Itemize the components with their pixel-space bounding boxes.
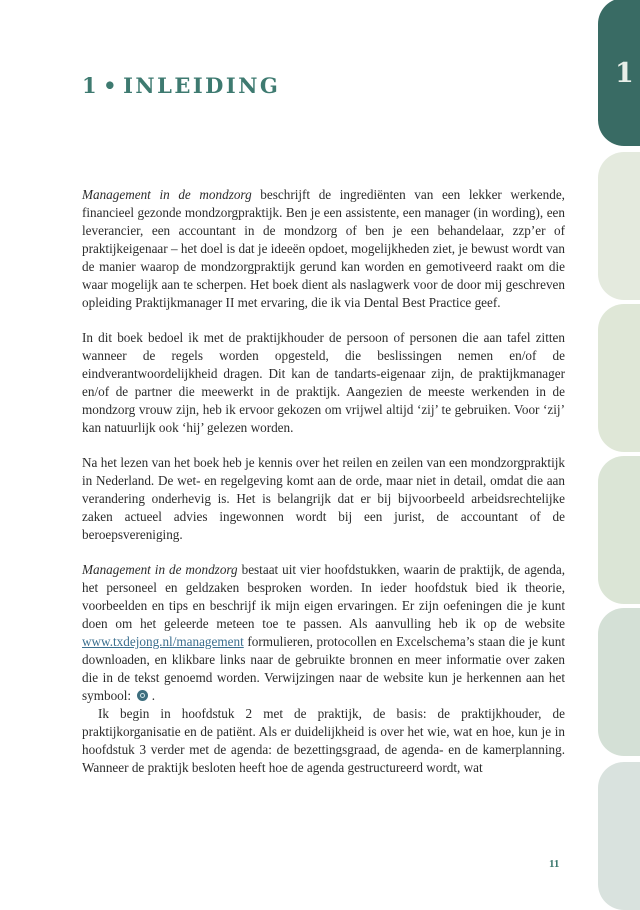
- paragraph-structure-text-a: bestaat uit vier hoofdstukken, waarin de praktijk, de agenda, het personeel en geldzaken besproken worden. In ieder hoofdstuk bied ik theorie, voorbeelden en tips en beschrijf ik mijn eigen ervaringen. Er zijn oefeningen die je kunt doen om het geleerde meteen toe te passen. Als aanvulling heb ik op de website: [82, 562, 565, 631]
- chapter-title: [82, 73, 280, 98]
- chapter-tab-2[interactable]: [598, 152, 640, 300]
- chapter-tab-6[interactable]: [598, 762, 640, 910]
- website-link[interactable]: www.txdejong.nl/management: [82, 634, 244, 649]
- paragraph-structure-text-c: .: [148, 688, 155, 703]
- paragraph-structure: [82, 561, 565, 705]
- chapter-tab-4[interactable]: [598, 456, 640, 604]
- chapter-title-text: INLEIDING: [123, 73, 281, 98]
- page-number: 11: [549, 858, 560, 870]
- chapter-separator: •: [103, 73, 120, 98]
- paragraph-praktijkhouder: In dit boek bedoel ik met de praktijkhouder de persoon of personen die aan tafel zitten wanneer de regels worden opgesteld, die beslissingen nemen en/of de eindverantwoordelijkheid dragen. Dit kan de tandarts-eigenaar zijn, de praktijkmanager en/of de partner die meewerkt in de praktijk. Aangezien de meeste werkenden in de mondzorg vrouw zijn, heb ik ervoor gekozen om vrijwel altijd ‘zij’ te gebruiken. Voor ‘zij’ kan natuurlijk ook ‘hij’ gelezen worden.: [82, 330, 565, 435]
- book-title-emphasis: Management in de mondzorg: [82, 562, 238, 577]
- chapter-tab-1[interactable]: [598, 0, 640, 146]
- chapter-number: 1: [82, 73, 100, 98]
- web-reference-icon: [137, 690, 148, 701]
- body-text: [82, 186, 565, 777]
- chapter-tab-label: 1: [615, 58, 634, 89]
- paragraph-intro: [82, 186, 565, 312]
- paragraph-intro-text: beschrijft de ingrediënten van een lekker werkende, financieel gezonde mondzorgpraktijk. Ben je een assistente, een manager (in wording), een leverancier, een accountant in de mondzorg of ben je een behandelaar, zzp’er of praktijkeigenaar – het doel is dat je ideeën opdoet, mogelijkheden ziet, je bewust wordt van de manier waarop de mondzorgpraktijk gerund kan worden en gemotiveerd raakt om die waar mogelijk aan te scherpen. Het boek dient als naslagwerk voor de door mij geschreven opleiding Praktijkmanager II met ervaring, die ik via Dental Best Practice geef.: [82, 187, 565, 310]
- paragraph-chapters: Ik begin in hoofdstuk 2 met de praktijk, de basis: de praktijkhouder, de praktijkorganisatie en de patiënt. Als er duidelijkheid is over het wie, wat en hoe, kun je in hoofdstuk 3 verder met de agenda: de bezettingsgraad, de agenda- en de kamerplanning. Wanneer de praktijk besloten heeft hoe de agenda gestructureerd wordt, wat: [82, 706, 565, 775]
- book-title-emphasis: Management in de mondzorg: [82, 187, 252, 202]
- chapter-tab-3[interactable]: [598, 304, 640, 452]
- chapter-tab-5[interactable]: [598, 608, 640, 756]
- paragraph-structure-text-b: formulieren, protocollen en Excelschema’s staan die je kunt downloaden, en klikbare links naar de gebruikte bronnen en meer informatie over zaken die in de tekst genoemd worden. Verwijzingen naar de website kun je herkennen aan het symbool:: [82, 634, 565, 703]
- paragraph-kennis: Na het lezen van het boek heb je kennis over het reilen en zeilen van een mondzorgpraktijk in Nederland. De wet- en regelgeving komt aan de orde, maar niet in detail, omdat die aan verandering onderhevig is. Het is belangrijk dat er bij bijvoorbeeld arbeidsrechtelijke zaken actueel advies ingewonnen wordt bij een jurist, de accountant of de beroepsvereniging.: [82, 455, 565, 542]
